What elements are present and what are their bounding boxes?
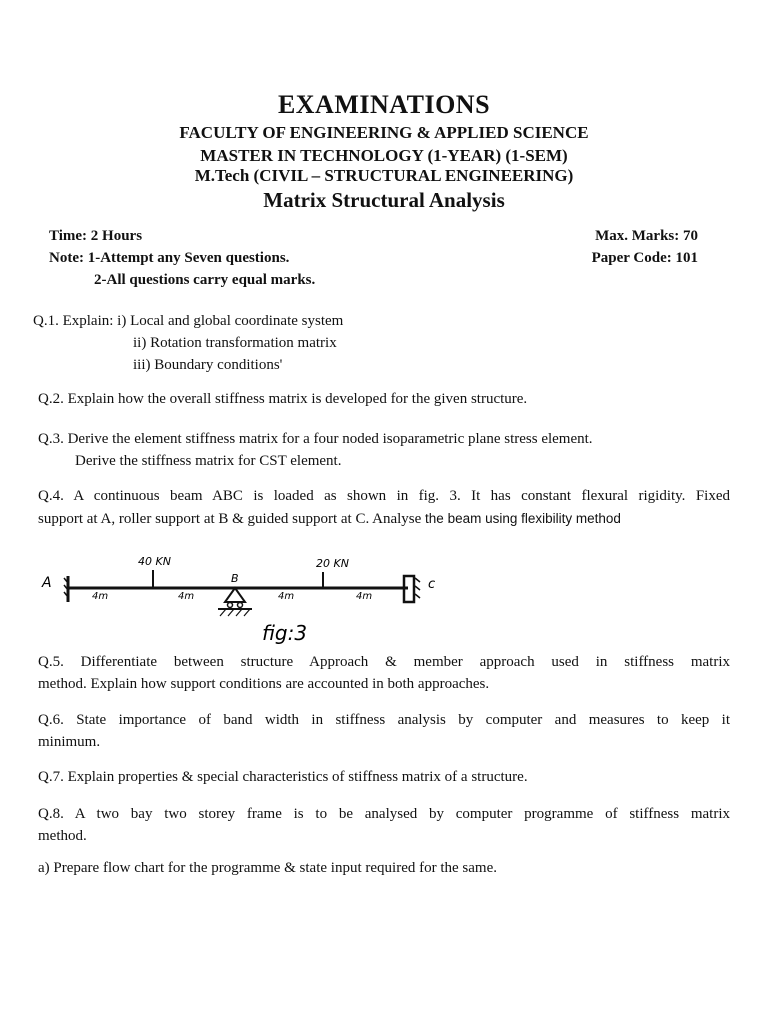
question-5-line-1: Q.5. Differentiate between structure Approach & member approach used in stiffness matrix <box>38 654 730 670</box>
question-1-line-2: ii) Rotation transformation matrix <box>133 335 337 351</box>
figure-3-beam <box>30 548 450 648</box>
paper-code: Paper Code: 101 <box>591 250 698 266</box>
question-1-line-1: Q.1. Explain: i) Local and global coordinate system <box>33 313 344 329</box>
question-7: Q.7. Explain properties & special characteristics of stiffness matrix of a structure. <box>38 769 528 785</box>
max-marks: Max. Marks: 70 <box>595 228 698 244</box>
span-label-2: 4m <box>178 591 195 602</box>
time-allowed: Time: 2 Hours <box>49 228 143 244</box>
question-8-line-2: method. <box>38 828 87 844</box>
load-1-label: 40 KN <box>138 555 171 568</box>
subject-heading: Matrix Structural Analysis <box>263 188 505 212</box>
question-4-line-2 <box>38 508 621 530</box>
question-6-line-2: minimum. <box>38 734 101 750</box>
span-label-4: 4m <box>356 591 373 602</box>
load-2-label: 20 KN <box>316 557 349 570</box>
branch-heading: M.Tech (CIVIL – STRUCTURAL ENGINEERING) <box>194 166 574 185</box>
question-1-line-3: iii) Boundary conditions' <box>133 357 283 373</box>
question-4-line-1: Q.4. A continuous beam ABC is loaded as shown in fig. 3. It has constant flexural rigidity. Fixed <box>38 488 730 504</box>
faculty-heading: FACULTY OF ENGINEERING & APPLIED SCIENCE <box>179 123 589 142</box>
note-attempt: Note: 1-Attempt any Seven questions. <box>49 250 290 266</box>
label-a: A <box>42 575 52 591</box>
fixed-support-a <box>64 576 68 602</box>
question-6-line-1: Q.6. State importance of band width in stiffness analysis by computer and measures to keep it <box>38 712 730 728</box>
label-b: B <box>231 572 239 585</box>
roller-support-b <box>218 588 252 616</box>
figure-caption: fig:3 <box>262 621 308 645</box>
question-3-line-2: Derive the stiffness matrix for CST element. <box>75 453 342 469</box>
note-marks: 2-All questions carry equal marks. <box>94 272 316 288</box>
question-4-line-2a: support at A, roller support at B & guided support at C. Analyse <box>38 511 422 527</box>
question-8-part-a: a) Prepare flow chart for the programme & state input required for the same. <box>38 860 497 876</box>
question-5-line-2: method. Explain how support conditions are accounted in both approaches. <box>38 676 490 692</box>
question-4-line-2b: the beam using flexibility method <box>425 511 621 526</box>
exam-title: EXAMINATIONS <box>277 90 491 119</box>
span-label-3: 4m <box>278 591 295 602</box>
label-c: c <box>428 577 436 592</box>
question-3-line-1: Q.3. Derive the element stiffness matrix for a four noded isoparametric plane stress element. <box>38 431 593 447</box>
question-8-line-1: Q.8. A two bay two storey frame is to be analysed by computer programme of stiffness matrix <box>38 806 730 822</box>
question-2: Q.2. Explain how the overall stiffness matrix is developed for the given structure. <box>38 391 528 407</box>
span-label-1: 4m <box>92 591 109 602</box>
program-heading: MASTER IN TECHNOLOGY (1-YEAR) (1-SEM) <box>200 146 568 165</box>
